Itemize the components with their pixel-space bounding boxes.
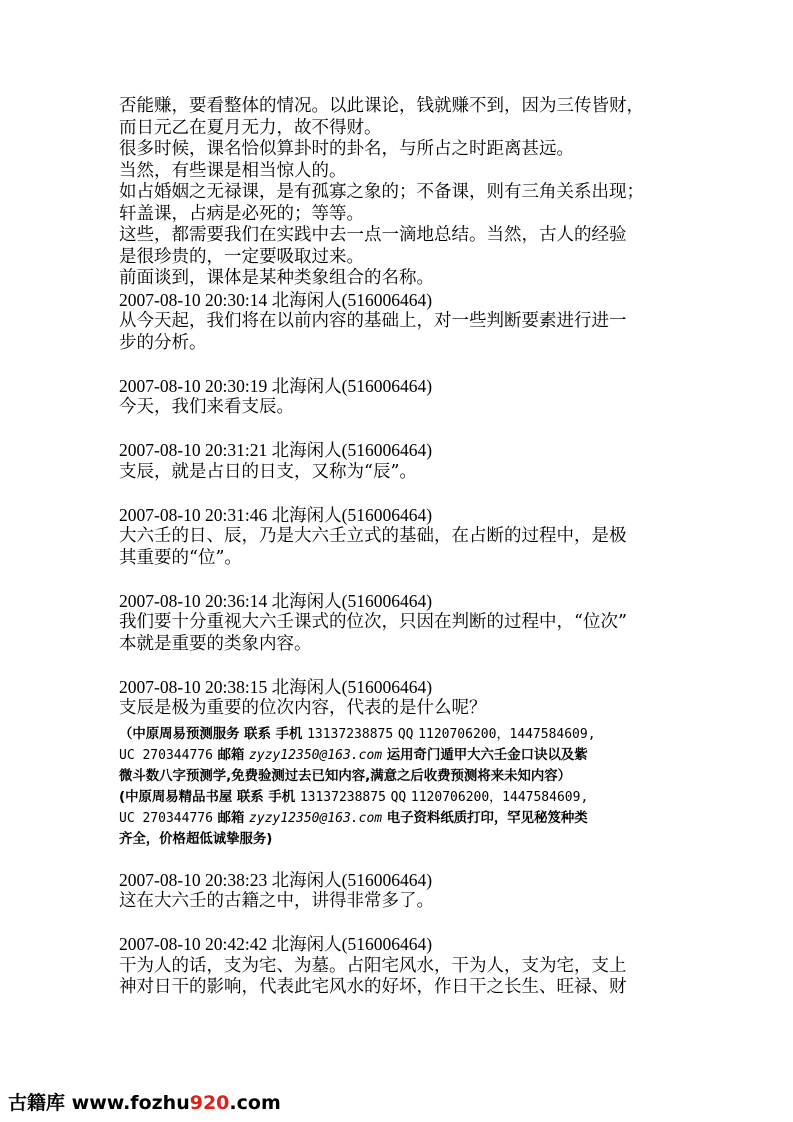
message-4 [119,505,679,570]
message-header: 2007-08-10 20:38:15 北海闲人(516006464) [119,676,433,697]
text-line: 是很珍贵的，一定要吸取过来。 [119,246,364,267]
watermark-url-part: .com [229,1092,281,1114]
message-line: 神对日干的影响，代表此宅风水的好坏，作日干之长生、旺禄、财 [119,977,627,997]
ad-text: 运用奇门遁甲大六壬金口诀以及紫 [386,747,588,763]
spacer [119,419,679,441]
ad-qq-numbers: 1120706200，1447584609, [418,726,596,742]
message-line: 干为人的话，支为宅、为墓。占阳宅风水，干为人，支为宅，支上 [119,955,627,976]
spacer [119,483,679,505]
ad-line: 齐全，价格超低诚挚服务) [119,831,273,847]
message-line: 支辰是极为重要的位次内容，代表的是什么呢？ [119,698,487,718]
message-6 [119,677,679,720]
ad-line [119,745,679,766]
message-line: 步的分析。 [119,332,207,353]
ad-line [119,808,679,829]
message-line: 从今天起，我们将在以前内容的基础上，对一些判断要素进行进一 [119,311,627,331]
spacer [119,569,679,591]
message-7 [119,870,679,913]
message-header: 2007-08-10 20:30:19 北海闲人(516006464) [119,375,433,396]
message-5 [119,591,679,656]
ad-text: (中原周易精品书屋 联系 手机 [119,789,296,805]
ad-email-label: 邮箱 [217,747,245,763]
message-line: 大六壬的日、辰，乃是大六壬立式的基础，在占断的过程中，是极 [119,526,627,546]
ad-phone: 13137238875 [299,789,386,805]
intro-paragraphs [119,96,679,290]
ad-uc: UC 270344776 [119,747,213,763]
ad-qq-label: QQ [390,789,407,805]
message-header: 2007-08-10 20:31:21 北海闲人(516006464) [119,440,433,460]
watermark-brand: 古籍库 [8,1092,66,1114]
ad-email: zyzy12350@163.com [249,810,383,826]
message-header: 2007-08-10 20:42:42 北海闲人(516006464) [119,934,433,954]
ad-qq-label: QQ [397,726,414,742]
text-line: 如占婚姻之无禄课，是有孤寡之象的；不备课，则有三角关系出现； [119,182,644,202]
message-line: 我们要十分重视大六壬课式的位次，只因在判断的过程中，“位次” [119,612,627,632]
watermark-url-part: www.fozhu [71,1092,190,1114]
watermark-url-number: 920 [189,1092,230,1114]
ad-email: zyzy12350@163.com [249,747,383,763]
ad-text: （中原周易预测服务 联系 手机 [119,726,303,742]
message-3 [119,440,679,483]
ad-phone: 13137238875 [307,726,394,742]
message-8 [119,934,679,999]
text-line: 当然，有些课是相当惊人的。 [119,160,347,181]
message-line: 其重要的“位”。 [119,547,242,568]
text-line: 前面谈到，课体是某种类象组合的名称。 [119,268,434,288]
message-line: 这在大六壬的古籍之中，讲得非常多了。 [119,891,434,911]
ad-line [119,787,679,808]
ad-text: 电子资料纸质打印，罕见秘笈种类 [386,810,588,826]
text-line: 而日元乙在夏月无力，故不得财。 [119,117,382,138]
spacer [119,354,679,376]
message-2 [119,376,679,419]
message-header: 2007-08-10 20:38:23 北海闲人(516006464) [119,869,433,890]
text-line: 轩盖课，占病是必死的；等等。 [119,203,364,224]
message-1 [119,290,679,355]
ad-uc: UC 270344776 [119,810,213,826]
ad-line [119,724,679,745]
spacer [119,913,679,935]
text-line: 很多时候，课名恰似算卦时的卦名，与所占之时距离甚远。 [119,139,574,159]
spacer [119,850,679,870]
message-line: 今天，我们来看支辰。 [119,397,294,417]
ad-line: 微斗数八字预测学,免费验测过去已知内容,满意之后收费预测将来未知内容） [119,768,572,784]
document-page [119,96,679,999]
site-watermark [8,1088,281,1115]
message-header: 2007-08-10 20:30:14 北海闲人(516006464) [119,289,433,310]
message-line: 本就是重要的类象内容。 [119,633,312,654]
ad-email-label: 邮箱 [217,810,245,826]
text-line: 否能赚，要看整体的情况。以此课论，钱就赚不到，因为三传皆财， [119,96,644,116]
text-line: 这些，都需要我们在实践中去一点一滴地总结。当然，古人的经验 [119,225,627,245]
message-header: 2007-08-10 20:31:46 北海闲人(516006464) [119,504,433,525]
message-line: 支辰，就是占日的日支，又称为“辰”。 [119,461,417,482]
advertisement-block [119,724,679,850]
spacer [119,655,679,677]
ad-qq-numbers: 1120706200，1447584609, [410,789,589,805]
message-header: 2007-08-10 20:36:14 北海闲人(516006464) [119,590,433,611]
